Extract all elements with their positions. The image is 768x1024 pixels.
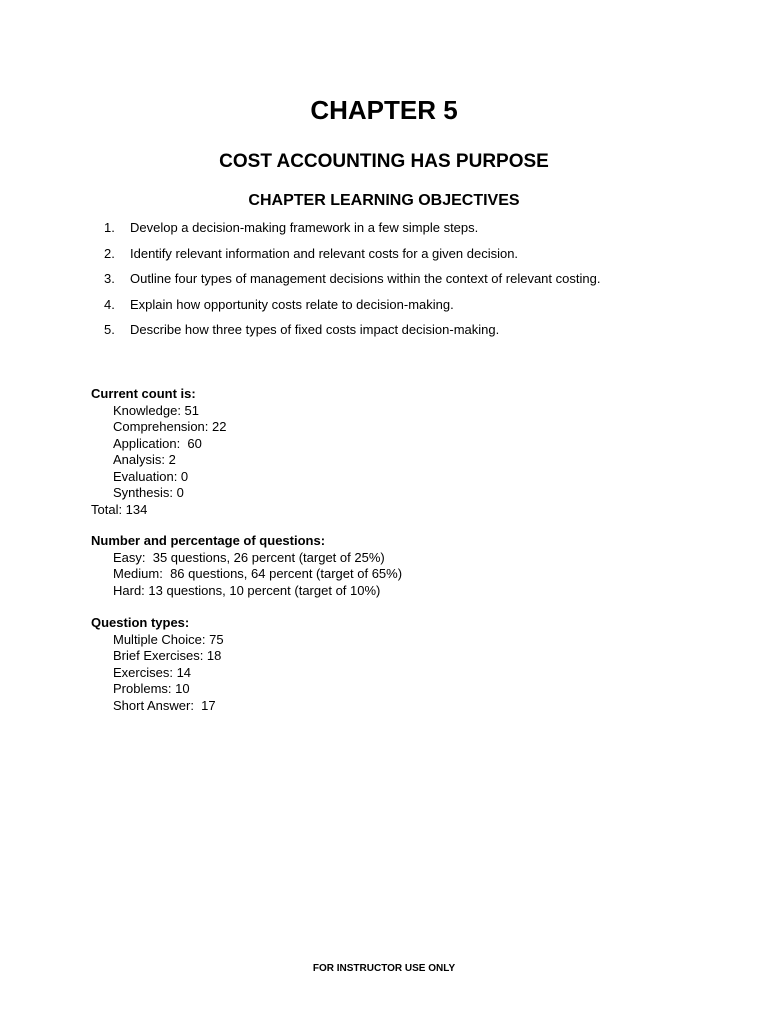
count-item: Application: 60 (113, 435, 202, 451)
objective-text: Develop a decision-making framework in a few simple steps. (130, 220, 479, 235)
objective-text: Identify relevant information and relevant costs for a given decision. (130, 245, 519, 261)
objective-number: 5. (104, 322, 115, 337)
objective-number: 3. (104, 271, 115, 286)
difficulty-heading: Number and percentage of questions: (91, 533, 326, 548)
question-type-item: Problems: 10 (113, 681, 190, 696)
objective-text: Outline four types of management decisions within the context of relevant costing. (130, 271, 601, 286)
question-type-item: Exercises: 14 (113, 664, 192, 680)
count-item: Evaluation: 0 (113, 468, 189, 484)
objective-text: Describe how three types of fixed costs impact decision-making. (130, 322, 500, 337)
objective-text: Explain how opportunity costs relate to decision-making. (130, 296, 454, 312)
current-count-heading: Current count is: (91, 386, 196, 401)
count-item: Comprehension: 22 (113, 419, 227, 434)
difficulty-section (91, 533, 402, 599)
objective-item (100, 270, 600, 296)
difficulty-item: Hard: 13 questions, 10 percent (target of 10%) (113, 582, 381, 598)
objective-item (100, 219, 600, 245)
count-item: Synthesis: 0 (113, 485, 184, 500)
difficulty-item: Medium: 86 questions, 64 percent (target of 65%) (113, 566, 403, 581)
question-types-section (91, 615, 224, 714)
objective-number: 4. (104, 296, 115, 312)
question-type-item: Brief Exercises: 18 (113, 648, 222, 663)
difficulty-item: Easy: 35 questions, 26 percent (target of 25%) (113, 549, 385, 565)
objectives-list (100, 219, 600, 347)
objective-item (100, 321, 600, 347)
count-item: Analysis: 2 (113, 452, 176, 467)
count-total: Total: 134 (91, 501, 148, 517)
objective-number: 1. (104, 220, 115, 235)
objectives-heading: CHAPTER LEARNING OBJECTIVES (248, 192, 520, 209)
page-footer: FOR INSTRUCTOR USE ONLY (312, 963, 456, 974)
count-item: Knowledge: 51 (113, 402, 200, 418)
question-types-heading: Question types: (91, 615, 190, 630)
chapter-subtitle: COST ACCOUNTING HAS PURPOSE (219, 151, 549, 172)
question-type-item: Short Answer: 17 (113, 697, 216, 713)
chapter-title: CHAPTER 5 (310, 95, 458, 125)
question-type-item: Multiple Choice: 75 (113, 631, 224, 647)
objective-number: 2. (104, 245, 115, 261)
objective-item (100, 296, 600, 322)
objective-item (100, 245, 600, 271)
current-count-section (91, 386, 226, 518)
